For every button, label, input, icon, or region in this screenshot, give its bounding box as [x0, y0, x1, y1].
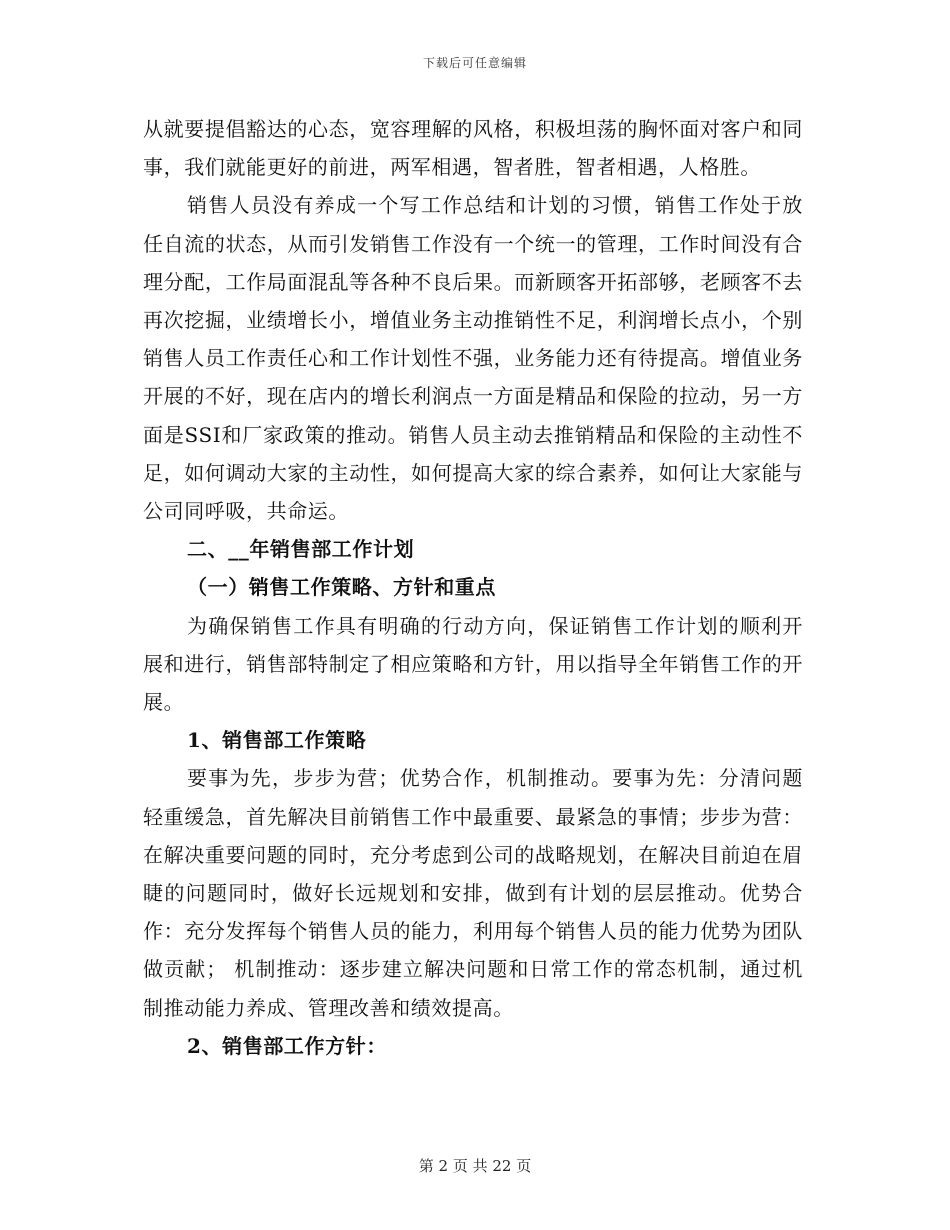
paragraph-strategy-intro: 为确保销售工作具有明确的行动方向，保证销售工作计划的顺利开展和进行，销售部特制定了相应策略和方针，用以指导全年销售工作的开展。 — [143, 613, 803, 715]
page-header: 下载后可任意编辑 — [422, 56, 527, 70]
paragraph-sales-problems: 销售人员没有养成一个写工作总结和计划的习惯，销售工作处于放任自流的状态，从而引发销售工作没有一个统一的管理，工作时间没有合理分配，工作局面混乱等各种不良后果。而新顾客开拓部够，老顾客不去再次挖掘，业绩增长小，增值业务主动推销性不足，利润增长点小，个别销售人员工作责任心和工作计划性不强，业务能力还有待提高。增值业务开展的不好，现在店内的增长利润点一方面是精品和保险的拉动，另一方面是SSI和厂家政策的推动。销售人员主动去推销精品和保险的主动性不足，如何调动大家的主动性，如何提高大家的综合素养，如何让大家能与公司同呼吸，共命运。 — [143, 193, 803, 524]
document-body — [143, 110, 803, 1065]
paragraph-continuation: 从就要提倡豁达的心态，宽容理解的风格，积极坦荡的胸怀面对客户和同事，我们就能更好的前进，两军相遇，智者胜，智者相遇，人格胜。 — [143, 117, 803, 180]
subsection-heading-strategy: （一）销售工作策略、方针和重点 — [187, 575, 496, 600]
item-heading-work-policy: 2、销售部工作方针： — [187, 1033, 387, 1058]
item-heading-work-strategy: 1、销售部工作策略 — [187, 728, 367, 753]
section-heading-work-plan: 二、__年销售部工作计划 — [187, 537, 415, 562]
paragraph-work-strategy: 要事为先，步步为营；优势合作，机制推动。要事为先：分清问题轻重缓急，首先解决目前销售工作中最重要、最紧急的事情；步步为营：在解决重要问题的同时，充分考虑到公司的战略规划，在解决目前迫在眉睫的问题同时，做好长远规划和安排，做到有计划的层层推动。优势合作：充分发挥每个销售人员的能力，利用每个销售人员的能力优势为团队做贡献； 机制推动：逐步建立解决问题和日常工作的常态机制，通过机制推动能力养成、管理改善和绩效提高。 — [143, 766, 803, 1020]
page-footer: 第 2 页 共 22 页 — [418, 1157, 532, 1175]
